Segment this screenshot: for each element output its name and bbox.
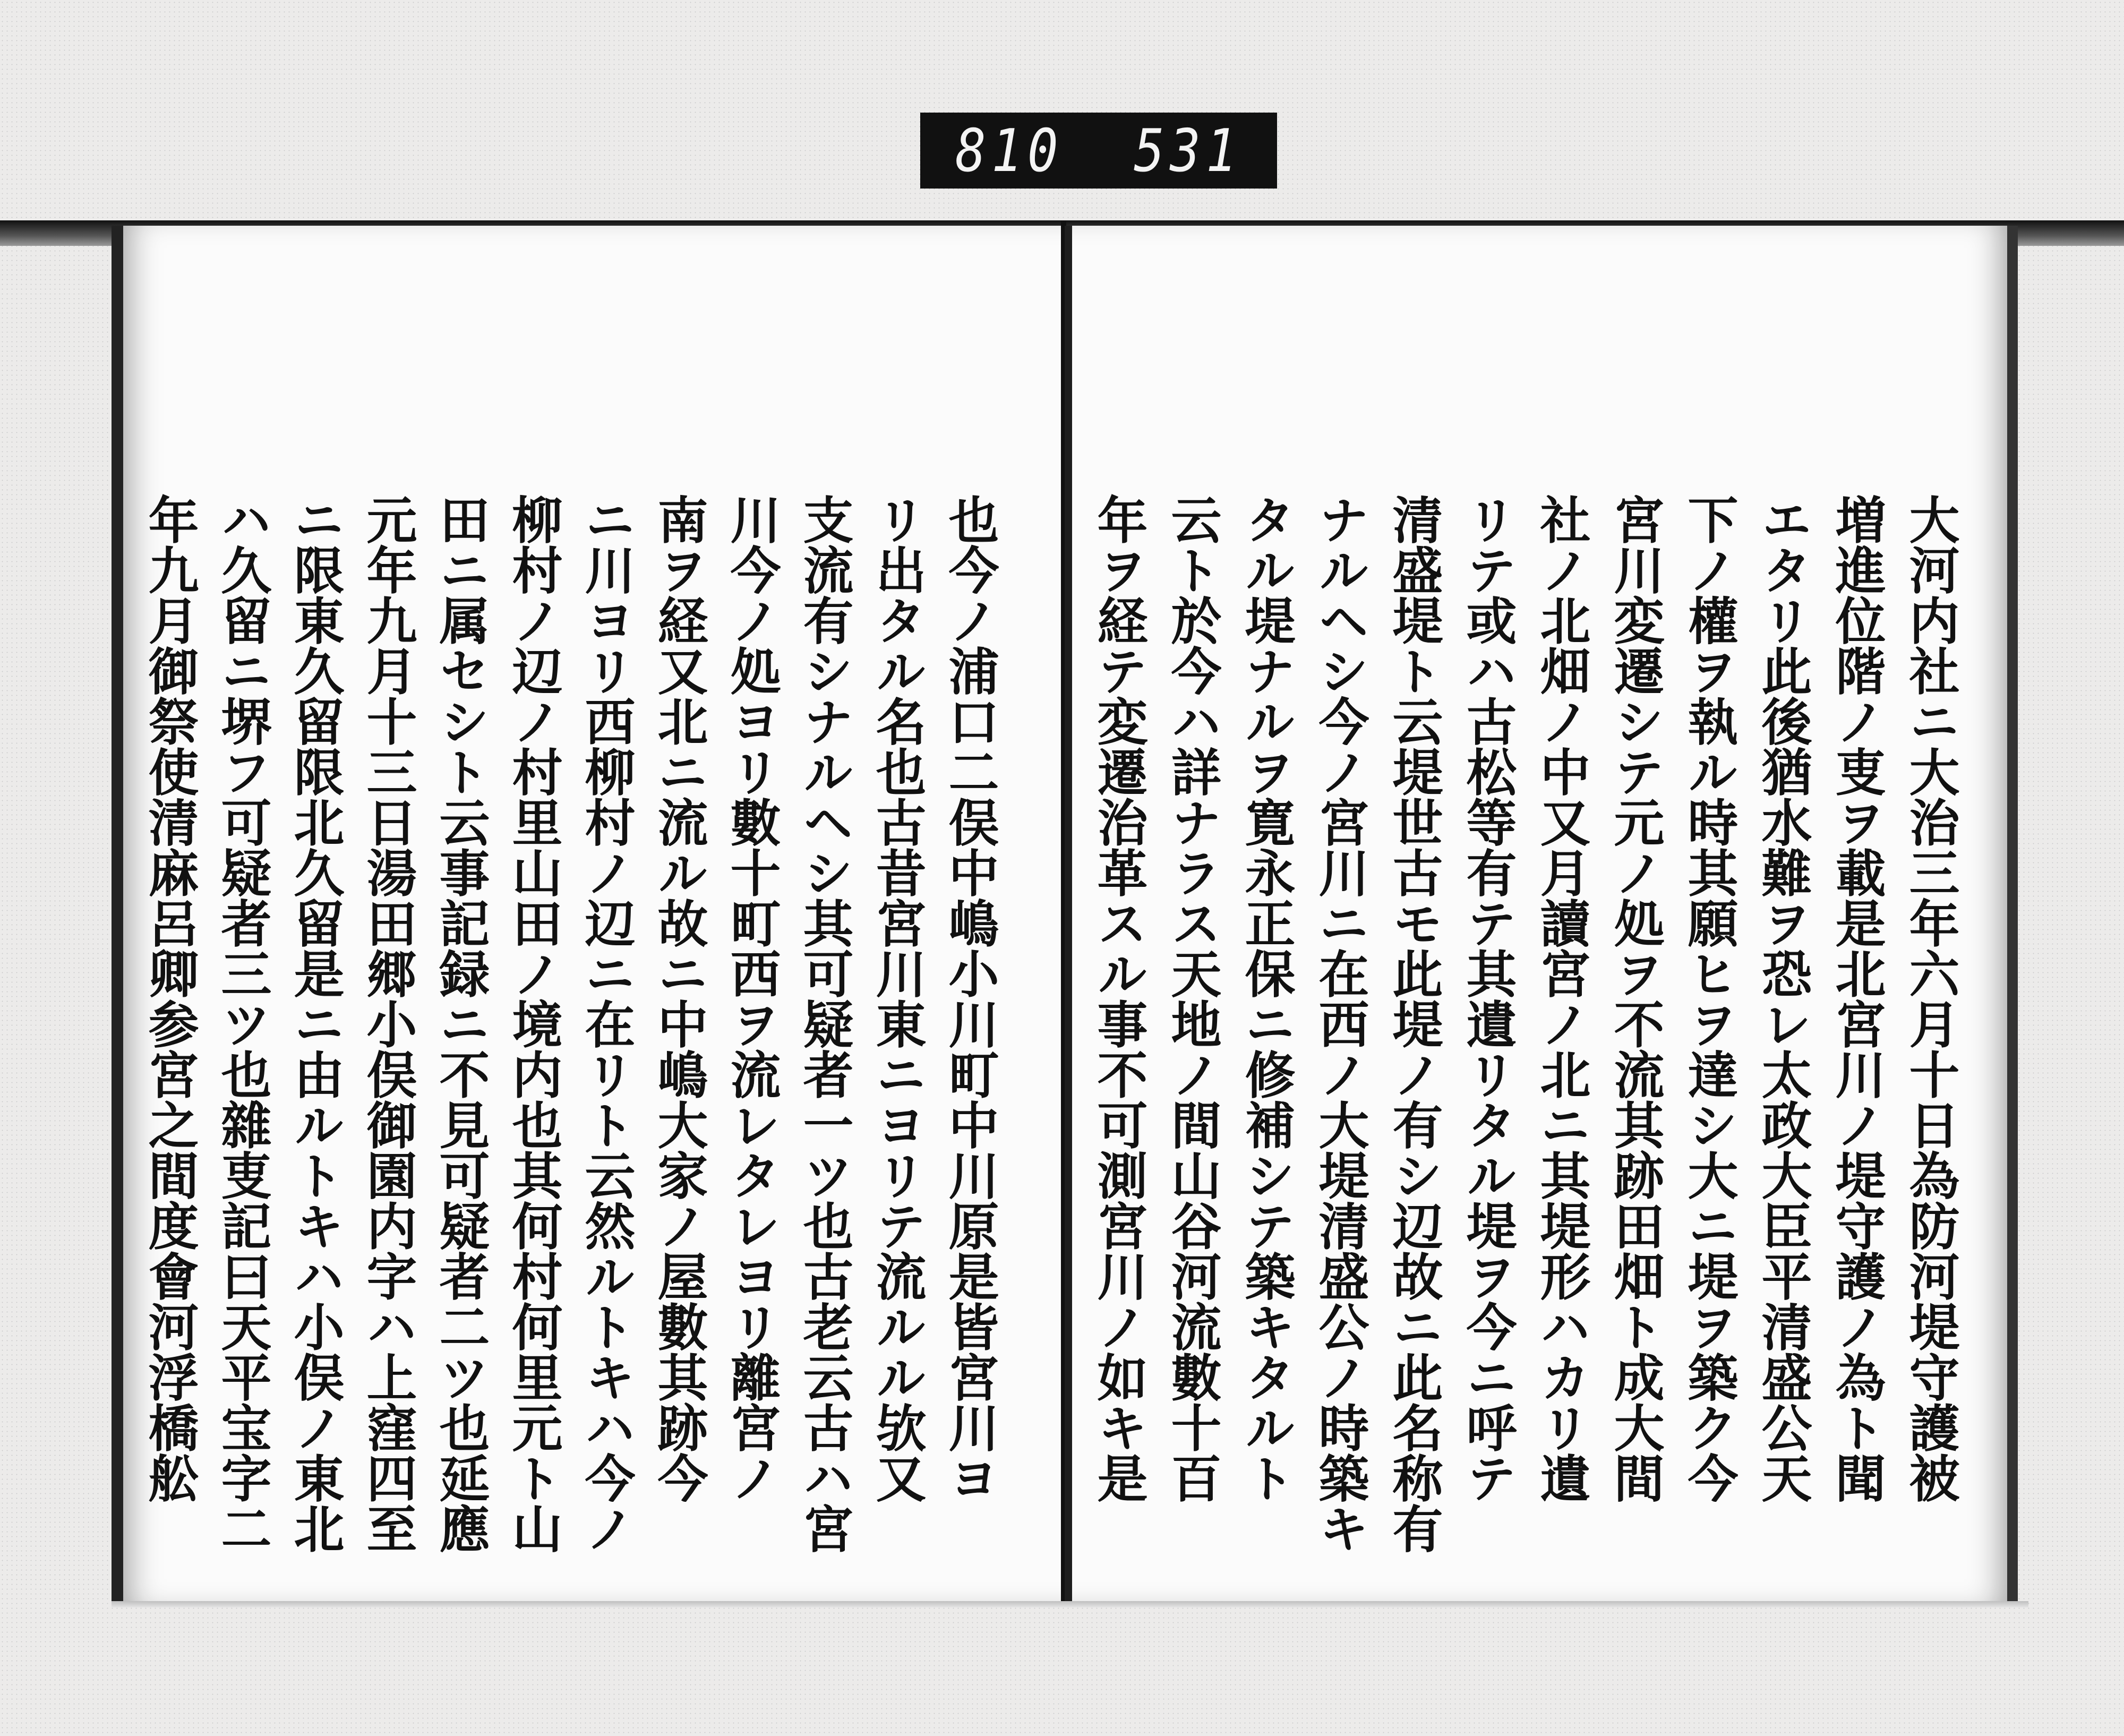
- text-column: 支流有シナルヘシ其可疑者一ツ也古老云古ハ宮: [795, 494, 854, 1553]
- text-column: ハ久留ニ堺フ可疑者三ツ也雜叓記曰天平宝字二: [213, 494, 272, 1553]
- text-column: 云ト於今ハ詳ナラス天地ノ間山谷河流數十百: [1163, 494, 1222, 1503]
- text-column: 南ヲ経又北ニ流ル故ニ中嶋大家ノ屋數其跡今: [649, 494, 708, 1503]
- text-column: 増進位階ノ叓ヲ載是北宮川ノ堤守護ノ為ト聞: [1827, 494, 1886, 1503]
- text-column: リ出タル名也古昔宮川東ニヨリテ流ルル欤又: [868, 494, 927, 1503]
- text-column: 社ノ北畑ノ中又月讀宮ノ北ニ其堤形ハカリ遺: [1532, 494, 1591, 1503]
- page-bottom-edge: [112, 1601, 2028, 1607]
- text-column: ニ川ヨリ西柳村ノ辺ニ在リト云然ルトキハ今ノ: [577, 494, 636, 1553]
- left-page-text: [133, 494, 1006, 1553]
- text-column: 下ノ權ヲ執ル時其願ヒヲ達シ大ニ堤ヲ築ク今: [1680, 494, 1738, 1503]
- text-column: 柳村ノ辺ノ村里山田ノ境内也其何村何里元ト山: [504, 494, 563, 1553]
- microfilm-frame-label: [920, 113, 1277, 189]
- text-column: 年九月御祭使清麻呂卿参宮之間度會河浮橋舩: [140, 494, 199, 1503]
- right-page: [1065, 226, 2018, 1601]
- text-column: タル堤ナルヲ寛永正保ニ修補シテ築キタルト: [1237, 494, 1296, 1503]
- text-column: 田ニ属セシト云事記録ニ不見可疑者二ツ也延應: [431, 494, 490, 1553]
- frame-number-right: 531: [1134, 116, 1242, 185]
- text-column: 元年九月十三日湯田郷小俣御園内字ハ上窪四至: [358, 494, 417, 1553]
- text-column: 川今ノ処ヨリ數十町西ヲ流レタレヨリ離宮ノ: [722, 494, 781, 1503]
- text-column: ナルヘシ今ノ宮川ニ在西ノ大堤清盛公ノ時築キ: [1311, 494, 1369, 1553]
- text-column: 大河内社ニ大治三年六月十日為防河堤守護被: [1901, 494, 1960, 1503]
- frame-number-left: 810: [955, 116, 1064, 185]
- left-page: [112, 226, 1062, 1601]
- text-column: リテ或ハ古松等有テ其遺リタル堤ヲ今ニ呼テ: [1458, 494, 1517, 1503]
- text-column: 年ヲ経テ変遷治革スル事不可測宮川ノ如キ是: [1089, 494, 1148, 1503]
- text-column: 清盛堤ト云堤世古モ此堤ノ有シ辺故ニ此名称有: [1384, 494, 1443, 1553]
- right-page-text: [1082, 494, 1967, 1553]
- text-column: ニ限東久留限北久留是ニ由ルトキハ小俣ノ東北: [286, 494, 345, 1553]
- text-column: 宮川変遷シテ元ノ処ヲ不流其跡田畑ト成大間: [1606, 494, 1665, 1503]
- text-column: 也今ノ浦口二俣中嶋小川町中川原是皆宮川ヨ: [940, 494, 999, 1503]
- text-column: エタリ此後猶水難ヲ恐レ太政大臣平清盛公天: [1753, 494, 1812, 1503]
- open-book: [112, 226, 2028, 1606]
